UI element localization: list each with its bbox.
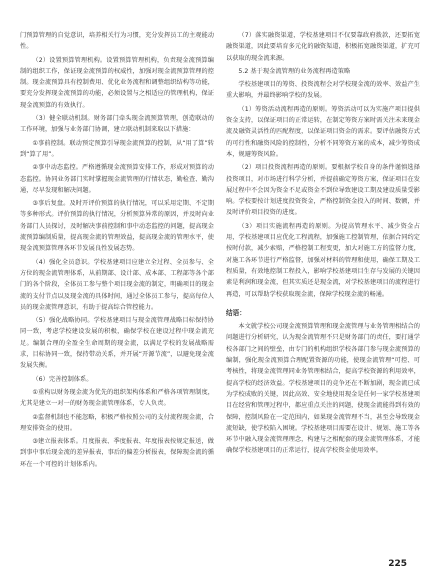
body-paragraph: 本文就学校公司现金流预算管理和现金流管理与业务管理相结合的问题进行分析研究，认为现金流管理不只是财务部门的责任，要打通学校各部门之间的壁垒，由专门的机构组织学校各部门参与现金流预算的编制，强化现金流预算合理配置资源的功能，使现金流管理“可控、可考核性，将现金流管理同业务管理相结合，提高学校资源的利用效率，提高学校的经济效益。学校基建项目的竞争还在不断加剧，现金流已成为学校成败的关键，因此高效、安全地使用现金是任何一家学校基建项目在经营和管理过程中，都应重点关注的问题，使现金流能得到有效的保障，控制风险在一定范围内，如果现金流管理不当，甚至会导致现金流短缺，使学校陷入困境。学校基建项目需要在设计、规划、施工等各环节中融入现金流管理理念，构建与之相配套的现金流管理体系，才能确保学校基建项目的正常运行，提高学校资金使用效率。 [226,323,420,455]
body-paragraph: ③事后复盘。及时开评价预算的执行情况，可以采用定期、不定期等多种形式。评价预算的执行情况，分析预算异常的原因，并及时向业务部门人员探讨，及时解决事前控制和事中动态监控的问题，提高现金流预算编制质量，提高现金流的管理效益，提高现金流的管理水平，使现金流预算管理各环节发展良性发展态势。 [20,200,214,253]
body-paragraph: ①重构以财务现金流为优先的组织架构体系和严格各项管理制度，尤其是建立一对一的财务现金流管理体系，专人负责。 [20,388,214,408]
body-paragraph: （1）筹资活动流程再造的原则。筹资活动可以为实施产项目提供资金支持，以保证项目的正常运转，在制定筹资方案时需关注未来现金流及融资灵活性的匹配程度，以保证项目资金的需求。要评估融资方式的可行性和融资风险的控制性，分析不同筹资方案的成本，减少筹资成本，规避筹资风险。 [226,105,420,158]
body-paragraph: （4）强化全员意识。学校基建项目应建立全过程、全员参与、全方位的现金流管理体系，从前期部、设计部、成本部、工程部等各个部门的各个阶段，全体员工参与整个项目现金流的制定，明确项目的现金流的支付节点以及现金流的具体时间，通过全体员工参与，提高每位人员的现金流管理意识，有助于提高综合管控能力。 [20,258,214,311]
left-column [20,30,214,472]
body-paragraph: （2）项目投资流程再造的原则。要根据学校自身的条件谨慎选择投资项目，对市场进行科学分析，并提前确定筹资方案，保证项目在发展过程中不会因为资金不足或资金不到位导致建设工期及建设质量受影响。学校要按计划进度投资资金，严格控制资金投入的时间、数额，并及时评价项目投资的进度。 [226,164,420,217]
right-column [226,30,420,459]
body-paragraph: ②事中动态监控。严格遵循现金流预算安排工作，形成对预算的动态监控。协同业务部门实时掌握现金流管理的行情状态，勤检查、勤沟通，尽早发现和解决问题。 [20,164,214,194]
body-paragraph: （3）健全联动机制。财务部门牵头现金流预算管理，创造联动的工作环境，加强与业务部门协调，建立联动机制来取以下措施： [20,115,214,134]
body-paragraph: 门预算管理的自觉意识，培养相关行为习惯，充分发挥员工的主观能动性。 [20,32,214,51]
body-paragraph: ①事前控制。联动预定预算引导现金流预算的控制，从“用了算”转到“算了用”。 [20,139,214,158]
body-paragraph: （3）项目实施流程再造的原则。为提高管理水平、减少资金占用，学校基建项目应优化工程流程，加强施工控制管理，依据合同约定按时付款，减少索赔，严格控制工程变更，加大对施工方的监督力度，对施工各环节进行严格监督，加强对材料的管理和使用，确保工期及工程质量，有效地控制工程投入，影响学校基建项目生存与发展的关键因素是利润和现金流，但其实质还是现金流，对学校基建项目的流程进行再造，可以帮助学校获取现金流，保障学校现金流的畅通。 [226,222,420,298]
body-paragraph: （5）强化战略协同。学校基建项目与现金流管理战略目标保持协同一致，考虑学校建设发展的积极，确保学校在建设过程中现金流充足。编制合理的全盈全生命周期的现金流，以满足学校的发展战略需求，目标协同一致，保持带动关系，并开展“开源节流”，以避免现金流发展失衡。 [20,317,214,370]
body-paragraph: （2）设置预算管理机构。设置预算管理机构，负责现金流预算编制的组织工作，保证现金流预算的权威性，加强对现金流预算管理的控制。现金流预算具有控制费用、优化业务流程和调整组织结构等功能，要充分发挥现金流预算的功能，必须设置与之相适应的管理机构，保证现金流预算的有效执行。 [20,56,214,109]
page-number: 225 [388,559,407,569]
body-paragraph: ③建立报表体系。月度报表、季度报表、年度报表按规定报送，做到事中事后现金流的差异报表，事后的偏差分析报表，保障现金流的循环在一个可控的计划体系内。 [20,438,214,468]
body-paragraph: ②监督机制也不能忽略，积极严格按照公司的支付流程现金流，合理安排资金的使用。 [20,413,214,432]
body-paragraph: 学校基建项目的筹资、投资流程会对学校现金流的效率、效益产生重大影响，并最终影响学校的发展。 [226,81,420,100]
body-paragraph: 5.2 基于现金流管理的业务流程再造策略 [238,67,351,75]
body-paragraph: （6）完善控制体系。 [32,375,93,383]
body-paragraph: （7）落实融资渠道，学校基建项目不仅要靠政府拨款，还要拓宽融资渠道，因此要培育多元化的融资渠道，积极拓宽融资渠道，扩充可以获取的现金流来源。 [226,32,420,62]
conclusion-heading: 结语： [226,308,246,317]
